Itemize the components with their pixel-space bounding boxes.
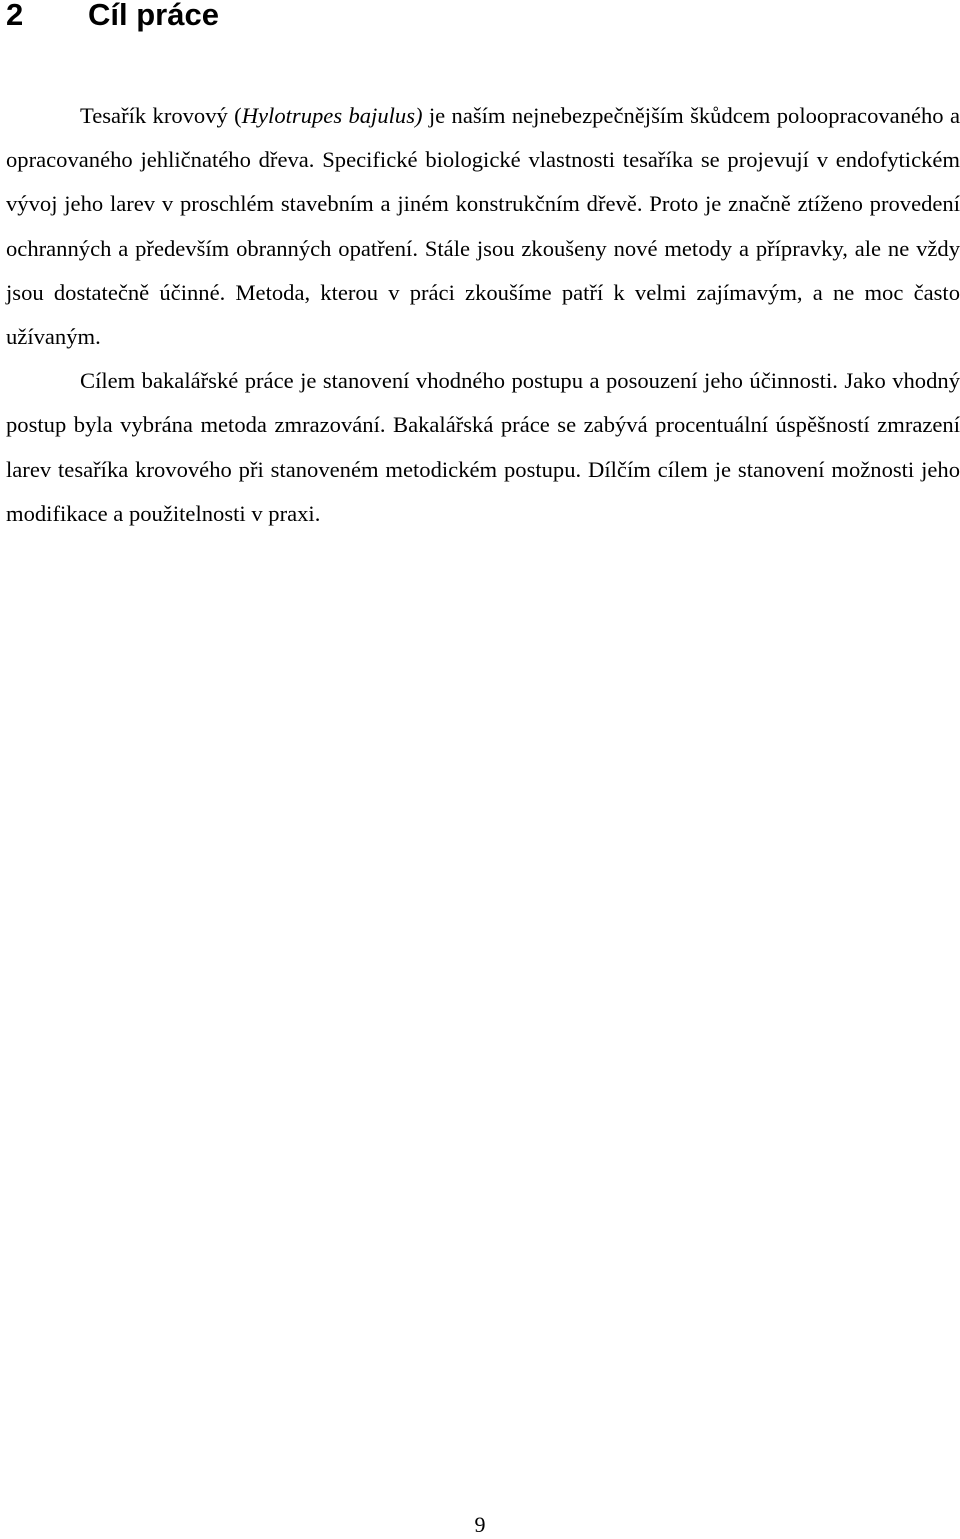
- chapter-body: [6, 94, 960, 536]
- paragraph-intro-start: Tesařík krovový (: [80, 103, 242, 128]
- chapter-heading: [6, 0, 219, 36]
- page-number: 9: [474, 1512, 486, 1537]
- paragraph-intro-rest: je naším nejnebezpečnějším škůdcem poloopracovaného a opracovaného jehličnatého dřeva. Specifické biologické vlastnosti tesaříka se projevují v endofytickém vývoj jeho larev v proschlém stavebním a jiném konstrukčním dřevě. Proto je značně ztíženo provedení ochranných a především obranných opatření. Stále jsou zkoušeny nové metody a přípravky, ale ne vždy jsou dostatečně účinné. Metoda, kterou v práci zkoušíme patří k velmi zajímavým, a ne moc často užívaným.: [6, 103, 960, 350]
- paragraph-intro: [6, 94, 960, 359]
- paragraph-aim: Cílem bakalářské práce je stanovení vhodného postupu a posouzení jeho účinnosti. Jako vhodný postup byla vybrána metoda zmrazování. Bakalářská práce se zabývá procentuální úspěšností zmrazení larev tesaříka krovového při stanoveném metodickém postupu. Dílčím cílem je stanovení možnosti jeho modifikace a použitelnosti v praxi.: [6, 368, 960, 526]
- chapter-number: 2: [6, 0, 24, 32]
- chapter-title: Cíl práce: [88, 0, 219, 32]
- species-name-italic: Hylotrupes bajulus): [241, 103, 423, 128]
